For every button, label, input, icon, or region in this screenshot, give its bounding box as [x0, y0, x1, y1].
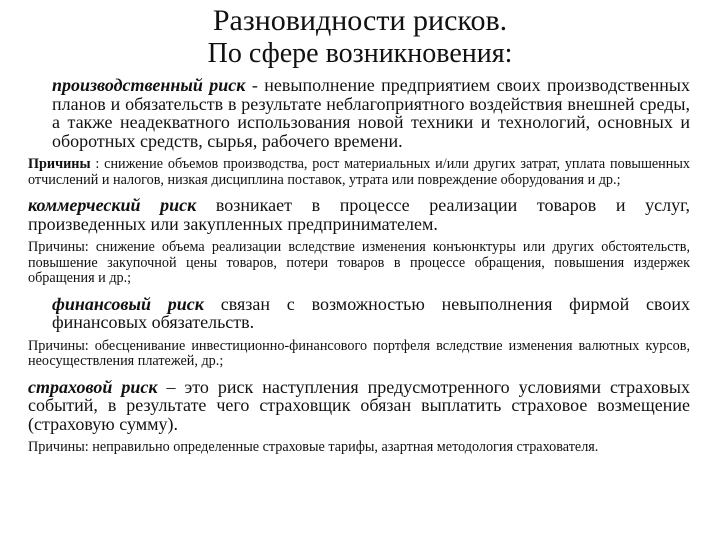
risk-list	[28, 76, 690, 464]
financial-risk-text: связан с возможностью невыполнения фирмой своих финансовых обязательств.	[52, 293, 691, 332]
production-risk-term: производственный риск	[52, 75, 246, 95]
insurance-risk-causes: Причины: неправильно определенные страховые тарифы, азартная методология страхователя.	[28, 439, 599, 455]
production-risk-causes	[28, 157, 690, 188]
commercial-risk-definition	[28, 196, 690, 233]
production-risk-causes-label: Причины	[28, 156, 91, 172]
production-risk-text: - невыполнение предприятием своих производственных планов и обязательств в результате неблагоприятного воздействия внешней среды, а также неадекватного использования новой техники и технологий, основных и оборотных средств, сырья, рабочего времени.	[52, 75, 690, 151]
insurance-risk-text: – это риск наступления предусмотренного условиями страховых событий, в результате чего страховщик обязан выплатить страховое возмещение (страховую сумму).	[28, 376, 691, 434]
financial-risk-term: финансовый риск	[52, 293, 204, 314]
page-subtitle: По сфере возникновения:	[207, 38, 513, 69]
financial-risk-definition	[28, 295, 690, 332]
commercial-risk-text: возникает в процессе реализации товаров и услуг, произведенных или закупленных предпринимателем.	[28, 195, 691, 234]
commercial-risk-causes: Причины: снижение объема реализации вследствие изменения конъюнктуры или других обстоятельств, повышение закупочной цены товаров, потери товаров в процессе обращения, повышения издержек обращения и др.;	[28, 239, 690, 286]
production-risk-causes-text: : снижение объемов производства, рост материальных и/или других затрат, уплата повышенных отчислений и налогов, низкая дисциплина поставок, утрата или повреждение оборудования и др.;	[28, 156, 690, 188]
page-title: Разновидности рисков.	[212, 4, 508, 37]
production-risk-definition	[28, 76, 690, 150]
insurance-risk-definition	[28, 378, 690, 434]
financial-risk-causes: Причины: обесценивание инвестиционно-финансового портфеля вследствие изменения валютных курсов, неосуществления платежей, др.;	[28, 337, 690, 369]
commercial-risk-term: коммерческий риск	[28, 195, 197, 215]
insurance-risk-term: страховой риск	[28, 376, 158, 397]
